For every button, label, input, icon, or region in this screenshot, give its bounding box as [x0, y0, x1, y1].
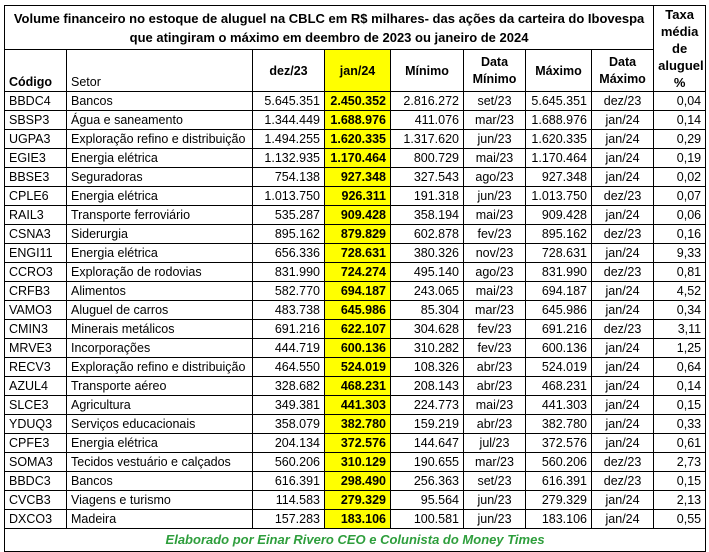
cell-data-minimo: set/23 — [464, 472, 526, 491]
table-row — [5, 187, 706, 206]
cell-minimo: 191.318 — [391, 187, 464, 206]
cell-taxa: 0,19 — [654, 149, 706, 168]
cell-data-maximo: dez/23 — [592, 263, 654, 282]
cell-minimo: 304.628 — [391, 320, 464, 339]
table-row — [5, 320, 706, 339]
header-dez23: dez/23 — [253, 50, 325, 92]
cell-jan24: 279.329 — [325, 491, 391, 510]
cell-minimo: 100.581 — [391, 510, 464, 529]
cell-dez23: 754.138 — [253, 168, 325, 187]
rental-volume-table — [4, 5, 706, 552]
table-row — [5, 168, 706, 187]
cell-codigo: UGPA3 — [5, 130, 67, 149]
cell-taxa: 0,14 — [654, 377, 706, 396]
cell-dez23: 1.344.449 — [253, 111, 325, 130]
cell-maximo: 468.231 — [526, 377, 592, 396]
cell-data-minimo: mai/23 — [464, 149, 526, 168]
cell-jan24: 372.576 — [325, 434, 391, 453]
cell-data-minimo: abr/23 — [464, 377, 526, 396]
cell-maximo: 895.162 — [526, 225, 592, 244]
cell-setor: Energia elétrica — [67, 187, 253, 206]
cell-data-maximo: jan/24 — [592, 111, 654, 130]
cell-taxa: 9,33 — [654, 244, 706, 263]
cell-codigo: CCRO3 — [5, 263, 67, 282]
cell-minimo: 85.304 — [391, 301, 464, 320]
cell-data-minimo: fev/23 — [464, 225, 526, 244]
cell-taxa: 0,15 — [654, 396, 706, 415]
cell-codigo: RECV3 — [5, 358, 67, 377]
cell-data-maximo: dez/23 — [592, 225, 654, 244]
cell-setor: Viagens e turismo — [67, 491, 253, 510]
table-row — [5, 263, 706, 282]
cell-data-minimo: mai/23 — [464, 282, 526, 301]
table-row — [5, 149, 706, 168]
header-minimo: Mínimo — [391, 50, 464, 92]
cell-codigo: CPFE3 — [5, 434, 67, 453]
cell-setor: Seguradoras — [67, 168, 253, 187]
cell-maximo: 691.216 — [526, 320, 592, 339]
cell-minimo: 208.143 — [391, 377, 464, 396]
cell-jan24: 728.631 — [325, 244, 391, 263]
table-wrapper — [4, 5, 705, 552]
cell-data-maximo: jan/24 — [592, 377, 654, 396]
cell-maximo: 524.019 — [526, 358, 592, 377]
cell-minimo: 602.878 — [391, 225, 464, 244]
table-row — [5, 510, 706, 529]
cell-minimo: 1.317.620 — [391, 130, 464, 149]
cell-maximo: 694.187 — [526, 282, 592, 301]
cell-taxa: 0,33 — [654, 415, 706, 434]
cell-setor: Exploração de rodovias — [67, 263, 253, 282]
cell-taxa: 2,13 — [654, 491, 706, 510]
cell-codigo: DXCO3 — [5, 510, 67, 529]
cell-data-maximo: jan/24 — [592, 491, 654, 510]
cell-taxa: 0,34 — [654, 301, 706, 320]
cell-setor: Incorporações — [67, 339, 253, 358]
cell-dez23: 328.682 — [253, 377, 325, 396]
table-row — [5, 415, 706, 434]
cell-maximo: 441.303 — [526, 396, 592, 415]
cell-setor: Bancos — [67, 92, 253, 111]
cell-dez23: 560.206 — [253, 453, 325, 472]
cell-data-maximo: dez/23 — [592, 453, 654, 472]
table-row — [5, 301, 706, 320]
cell-taxa: 0,14 — [654, 111, 706, 130]
cell-setor: Minerais metálicos — [67, 320, 253, 339]
cell-dez23: 1.494.255 — [253, 130, 325, 149]
cell-maximo: 927.348 — [526, 168, 592, 187]
cell-jan24: 298.490 — [325, 472, 391, 491]
cell-jan24: 622.107 — [325, 320, 391, 339]
cell-setor: Serviços educacionais — [67, 415, 253, 434]
cell-taxa: 0,61 — [654, 434, 706, 453]
cell-data-maximo: dez/23 — [592, 320, 654, 339]
cell-setor: Bancos — [67, 472, 253, 491]
cell-data-minimo: mar/23 — [464, 111, 526, 130]
cell-jan24: 310.129 — [325, 453, 391, 472]
table-row — [5, 244, 706, 263]
cell-data-maximo: jan/24 — [592, 434, 654, 453]
header-data-minimo: Data Mínimo — [464, 50, 526, 92]
cell-taxa: 0,07 — [654, 187, 706, 206]
cell-taxa: 0,55 — [654, 510, 706, 529]
table-row — [5, 130, 706, 149]
cell-taxa: 0,02 — [654, 168, 706, 187]
cell-data-minimo: jun/23 — [464, 187, 526, 206]
table-row — [5, 111, 706, 130]
cell-data-maximo: jan/24 — [592, 358, 654, 377]
cell-jan24: 382.780 — [325, 415, 391, 434]
cell-setor: Transporte aéreo — [67, 377, 253, 396]
cell-data-maximo: jan/24 — [592, 415, 654, 434]
cell-setor: Alimentos — [67, 282, 253, 301]
cell-dez23: 358.079 — [253, 415, 325, 434]
table-row — [5, 491, 706, 510]
table-row — [5, 206, 706, 225]
cell-maximo: 560.206 — [526, 453, 592, 472]
cell-dez23: 616.391 — [253, 472, 325, 491]
cell-maximo: 600.136 — [526, 339, 592, 358]
cell-minimo: 256.363 — [391, 472, 464, 491]
cell-data-minimo: jul/23 — [464, 434, 526, 453]
cell-data-minimo: nov/23 — [464, 244, 526, 263]
cell-dez23: 656.336 — [253, 244, 325, 263]
cell-jan24: 927.348 — [325, 168, 391, 187]
cell-codigo: BBDC4 — [5, 92, 67, 111]
cell-data-minimo: set/23 — [464, 92, 526, 111]
cell-data-maximo: jan/24 — [592, 149, 654, 168]
cell-dez23: 444.719 — [253, 339, 325, 358]
table-row — [5, 339, 706, 358]
cell-dez23: 483.738 — [253, 301, 325, 320]
cell-minimo: 190.655 — [391, 453, 464, 472]
cell-taxa: 0,81 — [654, 263, 706, 282]
table-row — [5, 453, 706, 472]
table-row — [5, 358, 706, 377]
cell-codigo: AZUL4 — [5, 377, 67, 396]
cell-minimo: 327.543 — [391, 168, 464, 187]
cell-taxa: 1,25 — [654, 339, 706, 358]
cell-jan24: 909.428 — [325, 206, 391, 225]
cell-data-minimo: abr/23 — [464, 415, 526, 434]
cell-dez23: 464.550 — [253, 358, 325, 377]
cell-maximo: 616.391 — [526, 472, 592, 491]
cell-jan24: 441.303 — [325, 396, 391, 415]
header-data-maximo: Data Máximo — [592, 50, 654, 92]
cell-minimo: 800.729 — [391, 149, 464, 168]
cell-minimo: 108.326 — [391, 358, 464, 377]
cell-maximo: 1.620.335 — [526, 130, 592, 149]
cell-data-maximo: jan/24 — [592, 396, 654, 415]
cell-data-maximo: jan/24 — [592, 206, 654, 225]
cell-dez23: 1.013.750 — [253, 187, 325, 206]
cell-setor: Energia elétrica — [67, 244, 253, 263]
cell-dez23: 114.583 — [253, 491, 325, 510]
cell-minimo: 159.219 — [391, 415, 464, 434]
cell-setor: Exploração refino e distribuição — [67, 130, 253, 149]
cell-setor: Água e saneamento — [67, 111, 253, 130]
cell-jan24: 724.274 — [325, 263, 391, 282]
cell-taxa: 2,73 — [654, 453, 706, 472]
cell-minimo: 358.194 — [391, 206, 464, 225]
cell-data-minimo: mai/23 — [464, 396, 526, 415]
cell-codigo: BBDC3 — [5, 472, 67, 491]
cell-jan24: 645.986 — [325, 301, 391, 320]
cell-setor: Energia elétrica — [67, 149, 253, 168]
cell-setor: Agricultura — [67, 396, 253, 415]
cell-data-maximo: jan/24 — [592, 244, 654, 263]
cell-minimo: 224.773 — [391, 396, 464, 415]
cell-minimo: 95.564 — [391, 491, 464, 510]
cell-maximo: 1.013.750 — [526, 187, 592, 206]
cell-taxa: 4,52 — [654, 282, 706, 301]
cell-codigo: SLCE3 — [5, 396, 67, 415]
cell-data-maximo: jan/24 — [592, 168, 654, 187]
cell-taxa: 0,15 — [654, 472, 706, 491]
cell-data-maximo: dez/23 — [592, 187, 654, 206]
cell-dez23: 5.645.351 — [253, 92, 325, 111]
cell-data-minimo: mar/23 — [464, 301, 526, 320]
cell-jan24: 694.187 — [325, 282, 391, 301]
cell-data-maximo: jan/24 — [592, 130, 654, 149]
cell-taxa: 0,64 — [654, 358, 706, 377]
cell-taxa: 0,06 — [654, 206, 706, 225]
cell-jan24: 1.688.976 — [325, 111, 391, 130]
cell-data-minimo: fev/23 — [464, 339, 526, 358]
cell-minimo: 411.076 — [391, 111, 464, 130]
cell-codigo: CVCB3 — [5, 491, 67, 510]
cell-data-minimo: abr/23 — [464, 358, 526, 377]
header-maximo: Máximo — [526, 50, 592, 92]
cell-data-minimo: jun/23 — [464, 130, 526, 149]
cell-dez23: 535.287 — [253, 206, 325, 225]
cell-data-minimo: jun/23 — [464, 510, 526, 529]
table-row — [5, 225, 706, 244]
cell-data-maximo: jan/24 — [592, 282, 654, 301]
header-setor: Setor — [67, 50, 253, 92]
cell-setor: Madeira — [67, 510, 253, 529]
cell-minimo: 380.326 — [391, 244, 464, 263]
cell-minimo: 144.647 — [391, 434, 464, 453]
cell-maximo: 1.688.976 — [526, 111, 592, 130]
cell-dez23: 349.381 — [253, 396, 325, 415]
cell-codigo: CRFB3 — [5, 282, 67, 301]
cell-setor: Transporte ferroviário — [67, 206, 253, 225]
cell-minimo: 495.140 — [391, 263, 464, 282]
cell-maximo: 372.576 — [526, 434, 592, 453]
cell-codigo: CMIN3 — [5, 320, 67, 339]
cell-maximo: 382.780 — [526, 415, 592, 434]
header-codigo: Código — [5, 50, 67, 92]
cell-codigo: SOMA3 — [5, 453, 67, 472]
cell-jan24: 183.106 — [325, 510, 391, 529]
cell-data-maximo: jan/24 — [592, 339, 654, 358]
cell-data-minimo: fev/23 — [464, 320, 526, 339]
cell-maximo: 728.631 — [526, 244, 592, 263]
cell-dez23: 895.162 — [253, 225, 325, 244]
cell-dez23: 831.990 — [253, 263, 325, 282]
table-row — [5, 282, 706, 301]
cell-data-minimo: jun/23 — [464, 491, 526, 510]
cell-codigo: MRVE3 — [5, 339, 67, 358]
cell-setor: Siderurgia — [67, 225, 253, 244]
cell-data-minimo: ago/23 — [464, 168, 526, 187]
cell-taxa: 0,04 — [654, 92, 706, 111]
cell-maximo: 1.170.464 — [526, 149, 592, 168]
cell-codigo: CPLE6 — [5, 187, 67, 206]
cell-jan24: 1.620.335 — [325, 130, 391, 149]
cell-minimo: 2.816.272 — [391, 92, 464, 111]
cell-taxa: 0,29 — [654, 130, 706, 149]
cell-data-minimo: mar/23 — [464, 453, 526, 472]
cell-data-minimo: ago/23 — [464, 263, 526, 282]
cell-codigo: EGIE3 — [5, 149, 67, 168]
cell-setor: Aluguel de carros — [67, 301, 253, 320]
cell-maximo: 909.428 — [526, 206, 592, 225]
cell-minimo: 243.065 — [391, 282, 464, 301]
footer-credit: Elaborado por Einar Rivero CEO e Colunista do Money Times — [5, 529, 706, 552]
cell-dez23: 1.132.935 — [253, 149, 325, 168]
cell-maximo: 183.106 — [526, 510, 592, 529]
cell-codigo: YDUQ3 — [5, 415, 67, 434]
table-row — [5, 377, 706, 396]
cell-codigo: VAMO3 — [5, 301, 67, 320]
table-row — [5, 434, 706, 453]
cell-codigo: RAIL3 — [5, 206, 67, 225]
header-jan24: jan/24 — [325, 50, 391, 92]
cell-jan24: 468.231 — [325, 377, 391, 396]
cell-jan24: 926.311 — [325, 187, 391, 206]
table-title: Volume financeiro no estoque de aluguel na CBLC em R$ milhares- das ações da carteira do Ibovespa que atingiram o máximo em deembro de 2023 ou janeiro de 2024 — [5, 6, 654, 50]
cell-minimo: 310.282 — [391, 339, 464, 358]
header-row — [5, 50, 706, 92]
cell-dez23: 204.134 — [253, 434, 325, 453]
cell-maximo: 279.329 — [526, 491, 592, 510]
cell-data-maximo: dez/23 — [592, 92, 654, 111]
cell-taxa: 0,16 — [654, 225, 706, 244]
cell-codigo: ENGI11 — [5, 244, 67, 263]
footer-row — [5, 529, 706, 552]
cell-maximo: 5.645.351 — [526, 92, 592, 111]
cell-data-maximo: dez/23 — [592, 472, 654, 491]
cell-data-maximo: jan/24 — [592, 301, 654, 320]
cell-data-maximo: jan/24 — [592, 510, 654, 529]
cell-codigo: SBSP3 — [5, 111, 67, 130]
header-taxa: Taxa média de aluguel % — [654, 6, 706, 92]
cell-codigo: BBSE3 — [5, 168, 67, 187]
cell-setor: Tecidos vestuário e calçados — [67, 453, 253, 472]
cell-jan24: 2.450.352 — [325, 92, 391, 111]
table-row — [5, 472, 706, 491]
cell-data-minimo: mai/23 — [464, 206, 526, 225]
cell-jan24: 879.829 — [325, 225, 391, 244]
cell-setor: Energia elétrica — [67, 434, 253, 453]
table-row — [5, 92, 706, 111]
cell-dez23: 691.216 — [253, 320, 325, 339]
cell-jan24: 600.136 — [325, 339, 391, 358]
cell-dez23: 582.770 — [253, 282, 325, 301]
cell-maximo: 831.990 — [526, 263, 592, 282]
cell-jan24: 524.019 — [325, 358, 391, 377]
cell-codigo: CSNA3 — [5, 225, 67, 244]
cell-dez23: 157.283 — [253, 510, 325, 529]
cell-taxa: 3,11 — [654, 320, 706, 339]
table-row — [5, 396, 706, 415]
cell-setor: Exploração refino e distribuição — [67, 358, 253, 377]
title-row — [5, 6, 706, 50]
cell-jan24: 1.170.464 — [325, 149, 391, 168]
cell-maximo: 645.986 — [526, 301, 592, 320]
